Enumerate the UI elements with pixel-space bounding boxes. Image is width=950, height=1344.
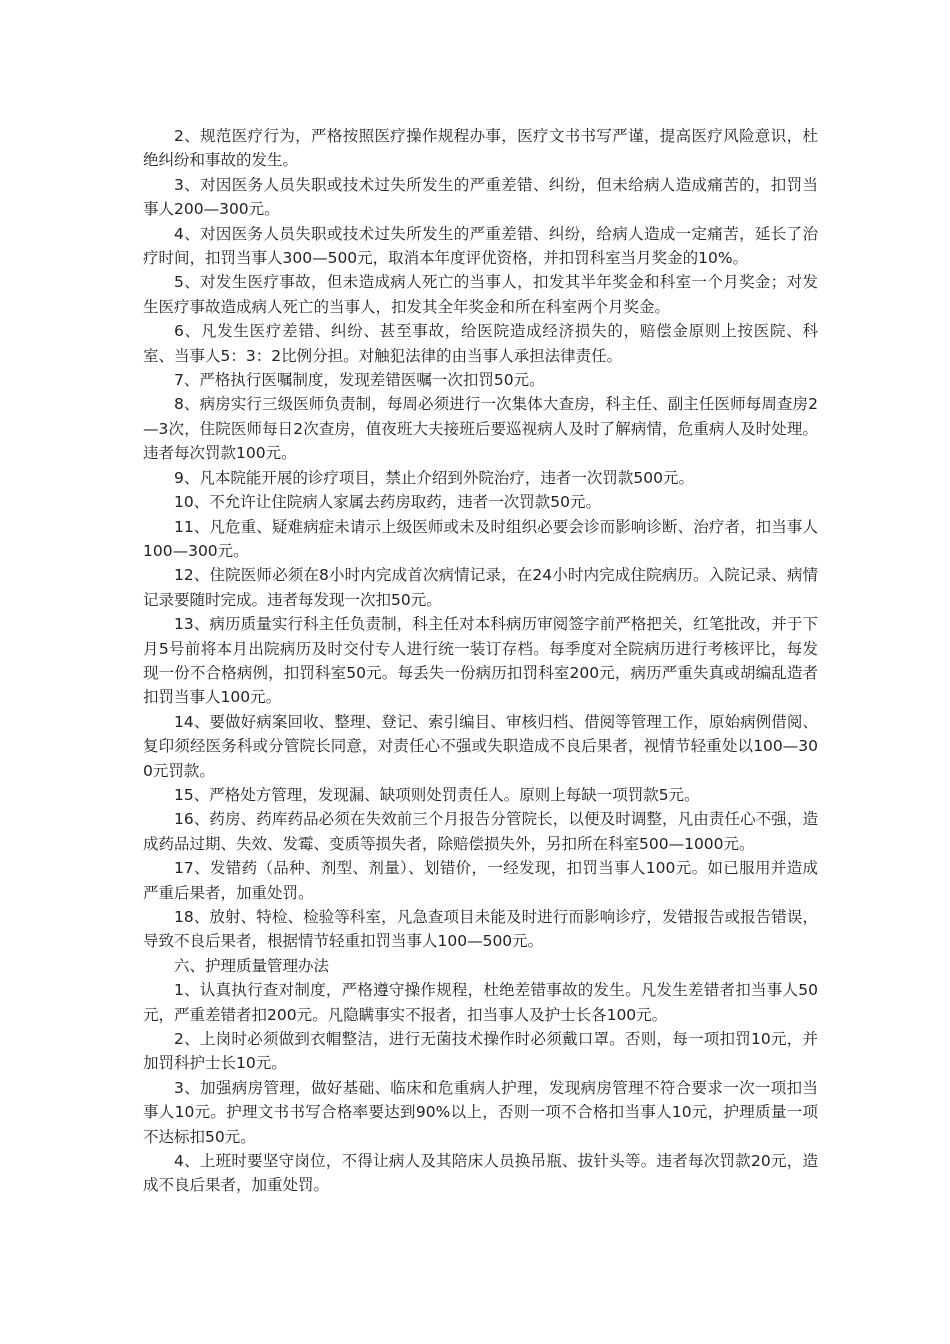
- section-heading-nursing: 六、护理质量管理办法: [174, 956, 330, 975]
- paragraph-rule-11: 11、凡危重、疑难病症未请示上级医师或未及时组织必要会诊而影响诊断、治疗者，扣当事人100—300元。: [143, 517, 818, 560]
- paragraph-rule-9: 9、凡本院能开展的诊疗项目，禁止介绍到外院治疗，违者一次罚款500元。: [174, 468, 694, 487]
- paragraph-nursing-4: 4、上班时要坚守岗位，不得让病人及其陪床人员换吊瓶、拔针头等。违者每次罚款20元，造成不良后果者，加重处罚。: [143, 1152, 818, 1195]
- paragraph-rule-17: 17、发错药（品种、剂型、剂量）、划错价，一经发现，扣罚当事人100元。如已服用并造成严重后果者，加重处罚。: [143, 859, 818, 902]
- paragraph-rule-5: 5、对发生医疗事故，但未造成病人死亡的当事人，扣发其半年奖金和科室一个月奖金；对发生医疗事故造成病人死亡的当事人，扣发其全年奖金和所在科室两个月奖金。: [143, 273, 818, 316]
- paragraph-nursing-1: 1、认真执行查对制度，严格遵守操作规程，杜绝差错事故的发生。凡发生差错者扣当事人50元，严重差错者扣200元。凡隐瞒事实不报者，扣当事人及护士长各100元。: [143, 981, 818, 1024]
- paragraph-rule-13: 13、病历质量实行科主任负责制，科主任对本科病历审阅签字前严格把关，红笔批改，并于下月5号前将本月出院病历及时交付专人进行统一装订存档。每季度对全院病历进行考核评比，每发现一份不合格病例，扣罚科室50元。每丢失一份病历扣罚科室200元，病历严重失真或胡编乱造者扣罚当事人100元。: [143, 615, 818, 707]
- paragraph-rule-10: 10、不允许让住院病人家属去药房取药，违者一次罚款50元。: [174, 493, 601, 512]
- paragraph-rule-15: 15、严格处方管理，发现漏、缺项则处罚责任人。原则上每缺一项罚款5元。: [174, 785, 700, 804]
- paragraph-rule-3: 3、对因医务人员失职或技术过失所发生的严重差错、纠纷，但未给病人造成痛苦的，扣罚当事人200—300元。: [143, 175, 818, 219]
- paragraph-rule-18: 18、放射、特检、检验等科室，凡急查项目未能及时进行而影响诊疗，发错报告或报告错误，导致不良后果者，根据情节轻重扣罚当事人100—500元。: [143, 908, 818, 951]
- paragraph-rule-7: 7、严格执行医嘱制度，发现差错医嘱一次扣罚50元。: [174, 371, 545, 390]
- paragraph-rule-16: 16、药房、药库药品必须在失效前三个月报告分管院长，以便及时调整，凡由责任心不强，造成药品过期、失效、发霉、变质等损失者，除赔偿损失外，另扣所在科室500—1000元。: [143, 810, 818, 853]
- paragraph-rule-14: 14、要做好病案回收、整理、登记、索引编目、审核归档、借阅等管理工作，原始病例借阅、复印须经医务科或分管院长同意，对责任心不强或失职造成不良后果者，视情节轻重处以100—300元罚款。: [143, 712, 818, 780]
- paragraph-rule-2: 2、规范医疗行为，严格按照医疗操作规程办事，医疗文书书写严谨，提高医疗风险意识，杜绝纠纷和事故的发生。: [143, 127, 818, 170]
- paragraph-rule-4: 4、对因医务人员失职或技术过失所发生的严重差错、纠纷，给病人造成一定痛苦，延长了治疗时间，扣罚当事人300—500元，取消本年度评优资格，并扣罚科室当月奖金的10%。: [143, 224, 818, 268]
- paragraph-rule-8: 8、病房实行三级医师负责制，每周必须进行一次集体大查房，科主任、副主任医师每周查房2—3次，住院医师每日2次查房，值夜班大夫接班后要巡视病人及时了解病情，危重病人及时处理。违者每次罚款100元。: [143, 395, 818, 463]
- paragraph-rule-12: 12、住院医师必须在8小时内完成首次病情记录，在24小时内完成住院病历。入院记录、病情记录要随时完成。违者每发现一次扣50元。: [143, 566, 818, 609]
- document-body: [143, 124, 818, 1198]
- paragraph-nursing-2: 2、上岗时必须做到衣帽整洁，进行无菌技术操作时必须戴口罩。否则，每一项扣罚10元，并加罚科护士长10元。: [143, 1030, 818, 1073]
- paragraph-rule-6: 6、凡发生医疗差错、纠纷、甚至事故，给医院造成经济损失的，赔偿金原则上按医院、科室、当事人5：3：2比例分担。对触犯法律的由当事人承担法律责任。: [143, 322, 818, 365]
- paragraph-nursing-3: 3、加强病房管理，做好基础、临床和危重病人护理，发现病房管理不符合要求一次一项扣当事人10元。护理文书书写合格率要达到90%以上，否则一项不合格扣当事人10元，护理质量一项不达标扣50元。: [143, 1078, 818, 1146]
